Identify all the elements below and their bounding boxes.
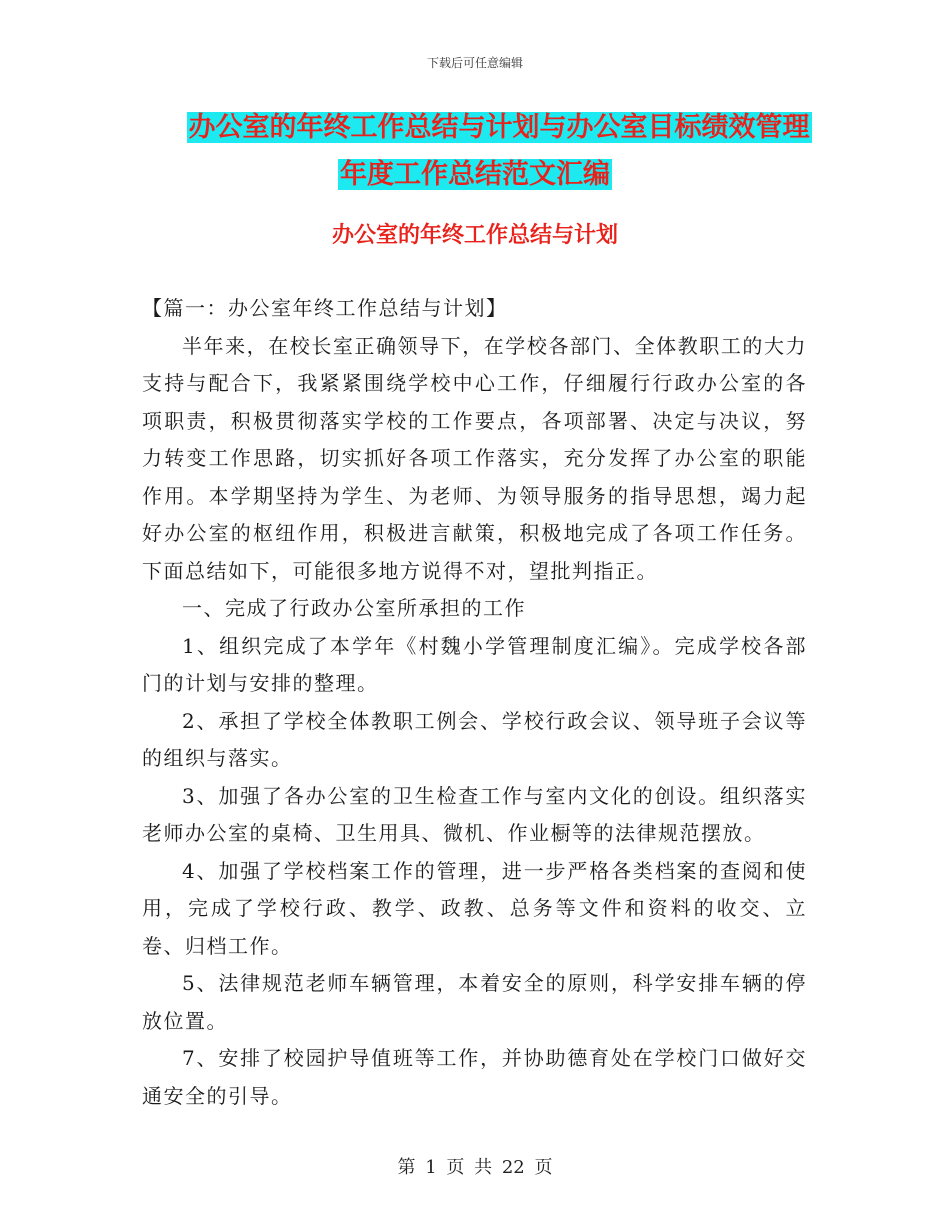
page-number: 第 1 页 共 22 页	[397, 1157, 553, 1178]
title-highlight-1: 办公室的年终工作总结与计划与办公室目标绩效管理	[188, 112, 810, 143]
document-body	[142, 290, 807, 1115]
list-item-4: 4、加强了学校档案工作的管理，进一步严格各类档案的查阅和使用，完成了学校行政、教学、政教、总务等文件和资料的收交、立卷、归档工作。	[142, 858, 807, 958]
list-item-7: 7、安排了校园护导值班等工作，并协助德育处在学校门口做好交通安全的引导。	[142, 1046, 807, 1108]
list-item-3: 3、加强了各办公室的卫生检查工作与室内文化的创设。组织落实老师办公室的桌椅、卫生用具、微机、作业橱等的法律规范摆放。	[142, 783, 807, 845]
list-item-1: 1、组织完成了本学年《村魏小学管理制度汇编》。完成学校各部门的计划与安排的整理。	[142, 633, 807, 695]
document-title-line-1	[24, 108, 950, 148]
chapter-heading: 【篇一：办公室年终工作总结与计划】	[142, 296, 508, 320]
header-note: 下载后可任意编辑	[426, 56, 523, 70]
intro-paragraph: 半年来，在校长室正确领导下，在学校各部门、全体教职工的大力支持与配合下，我紧紧围绕学校中心工作，仔细履行行政办公室的各项职责，积极贯彻落实学校的工作要点，各项部署、决定与决议，努力转变工作思路，切实抓好各项工作落实，充分发挥了办公室的职能作用。本学期坚持为学生、为老师、为领导服务的指导思想，竭力起好办公室的枢纽作用，积极进言献策，积极地完成了各项工作任务。下面总结如下，可能很多地方说得不对，望批判指正。	[142, 333, 807, 583]
document-title-line-2	[0, 155, 950, 195]
subheading-completed-work: 一、完成了行政办公室所承担的工作	[182, 596, 526, 620]
title-highlight-2: 年度工作总结范文汇编	[340, 159, 610, 190]
list-item-5: 5、法律规范老师车辆管理，本着安全的原则，科学安排车辆的停放位置。	[142, 971, 807, 1033]
list-item-2: 2、承担了学校全体教职工例会、学校行政会议、领导班子会议等的组织与落实。	[142, 708, 807, 770]
section-title: 办公室的年终工作总结与计划	[331, 223, 618, 248]
